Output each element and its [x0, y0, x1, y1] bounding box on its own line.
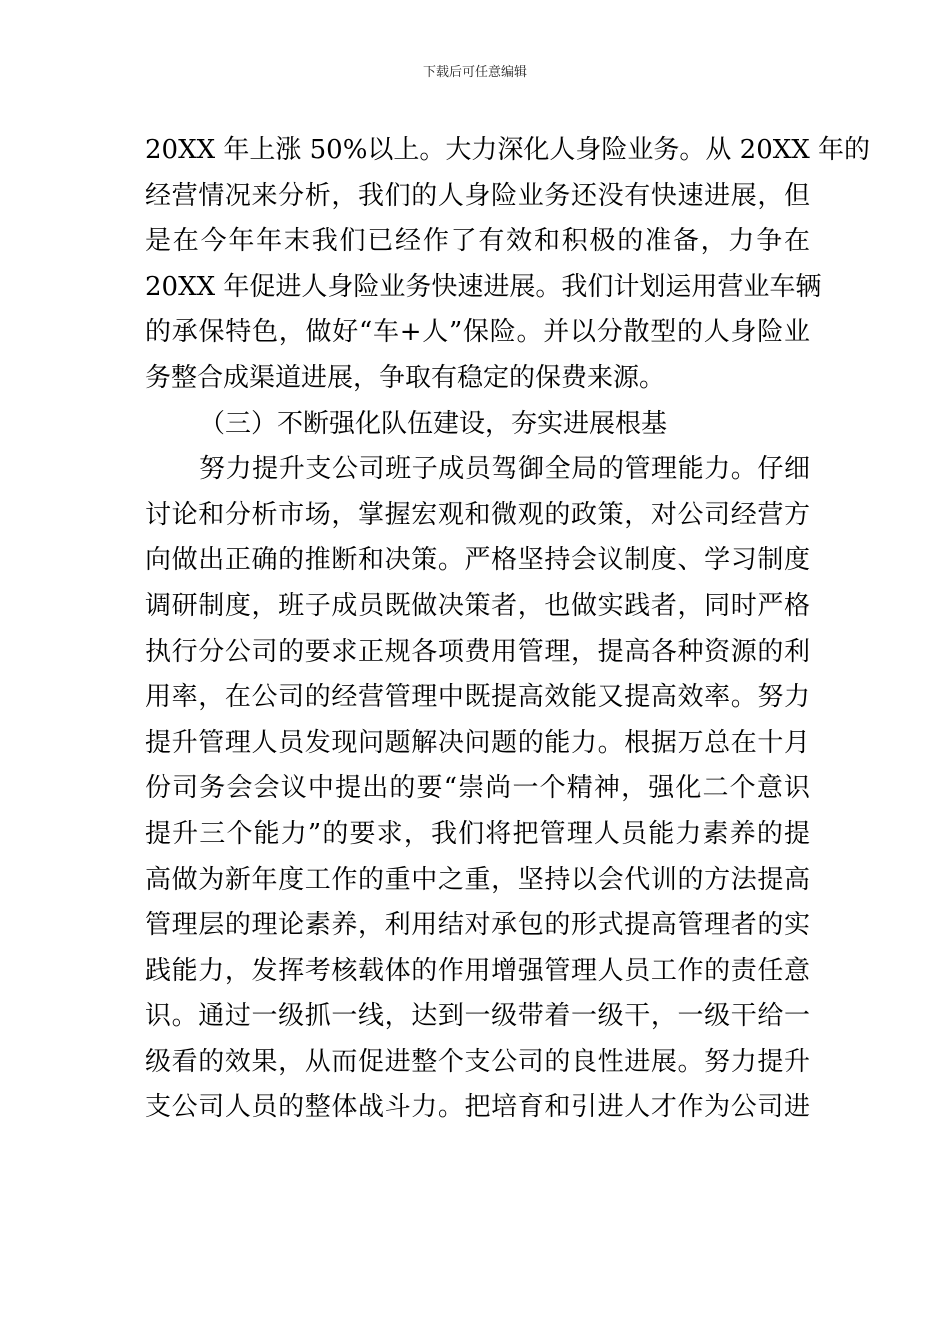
text-line-21: 级看的效果，从而促进整个支公司的良性进展。努力提升	[145, 1046, 810, 1077]
text-line-19: 践能力，发挥考核载体的作用增强管理人员工作的责任意	[145, 955, 810, 986]
text-line-12: 执行分公司的要求正规各项费用管理，提高各种资源的利	[145, 636, 810, 667]
text-line-22: 支公司人员的整体战斗力。把培育和引进人才作为公司进	[145, 1092, 810, 1123]
text-line-2: 经营情况来分析，我们的人身险业务还没有快速进展，但	[145, 180, 810, 211]
text-line-14: 提升管理人员发现问题解决问题的能力。根据万总在十月	[145, 727, 810, 758]
text-line-9: 讨论和分析市场，掌握宏观和微观的政策，对公司经营方	[145, 499, 810, 530]
text-line-13: 用率，在公司的经营管理中既提高效能又提高效率。努力	[145, 682, 810, 713]
text-line-11: 调研制度，班子成员既做决策者，也做实践者，同时严格	[145, 590, 810, 621]
document-body	[145, 128, 871, 1131]
text-line-1: 20XX 年上涨 50%以上。大力深化人身险业务。从 20XX 年的	[145, 135, 871, 165]
text-line-4: 20XX 年促进人身险业务快速进展。我们计划运用营业车辆	[145, 271, 822, 302]
text-line-6: 务整合成渠道进展，争取有稳定的保费来源。	[145, 362, 666, 393]
text-line-17: 高做为新年度工作的重中之重，坚持以会代训的方法提高	[145, 864, 810, 895]
text-line-5: 的承保特色，做好“车+人”保险。并以分散型的人身险业	[145, 317, 810, 348]
text-line-18: 管理层的理论素养，利用结对承包的形式提高管理者的实	[145, 910, 810, 941]
text-line-3: 是在今年年末我们已经作了有效和积极的准备，力争在	[145, 226, 810, 257]
text-line-15: 份司务会会议中提出的要“崇尚一个精神，强化二个意识	[145, 773, 810, 804]
text-line-16: 提升三个能力”的要求，我们将把管理人员能力素养的提	[145, 818, 810, 849]
text-line-20: 识。通过一级抓一线，达到一级带着一级干，一级干给一	[145, 1001, 810, 1032]
text-line-8: 努力提升支公司班子成员驾御全局的管理能力。仔细	[199, 454, 810, 485]
section-heading: （三）不断强化队伍建设，夯实进展根基	[199, 408, 668, 439]
text-line-10: 向做出正确的推断和决策。严格坚持会议制度、学习制度	[145, 545, 810, 576]
page-header: 下载后可任意编辑	[422, 65, 527, 80]
